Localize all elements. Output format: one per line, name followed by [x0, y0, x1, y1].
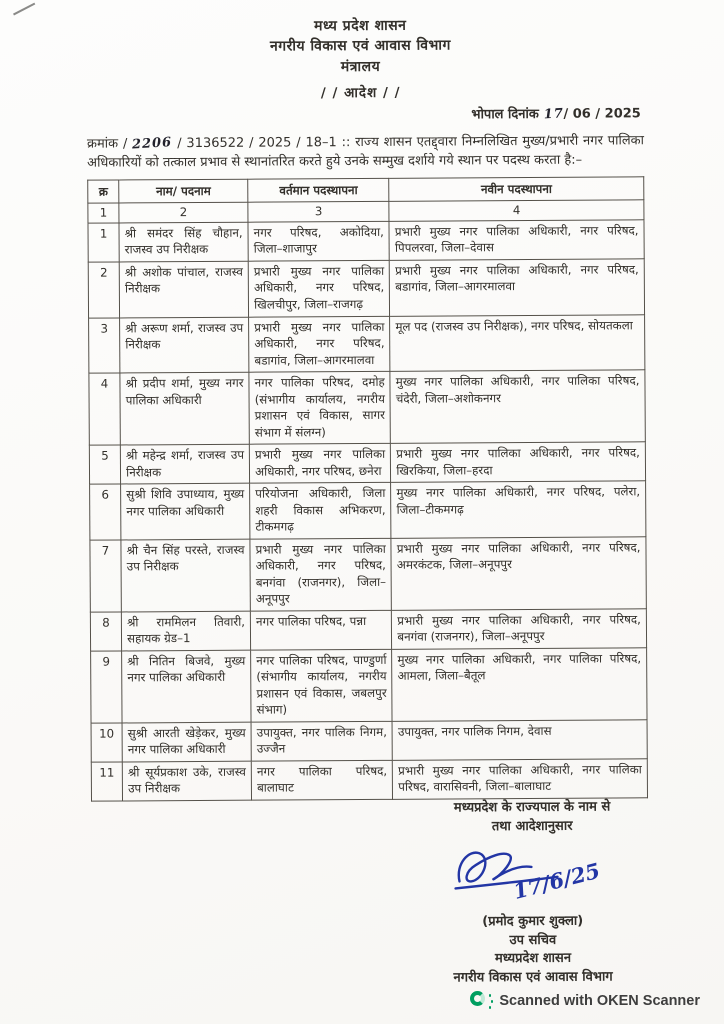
- table-cell: 10: [91, 723, 122, 762]
- signatory-government: मध्यप्रदेश शासन: [494, 951, 572, 967]
- table-cell: उपायुक्त, नगर पालिक निगम, देवास: [392, 720, 647, 761]
- signature-date-text: 17/6/25: [510, 857, 603, 904]
- scanner-watermark-bar: [470, 991, 700, 1010]
- table-cell: 4: [89, 373, 121, 445]
- table-cell: श्री प्रदीप शर्मा, मुख्य नगर पालिका अधिकारी: [120, 372, 249, 445]
- table-row: [89, 370, 645, 445]
- oken-scanner-icon: [470, 991, 489, 1010]
- signatory-department: नगरीय विकास एवं आवास विभाग: [453, 969, 613, 986]
- table-cell: श्री सूर्यप्रकाश उके, राजस्व उप निरीक्षक: [122, 761, 251, 801]
- table-cell: प्रभारी मुख्य नगर पालिका अधिकारी, नगर परिषद, पिपलरवा, जिला–देवास: [389, 220, 644, 261]
- table-cell: प्रभारी मुख्य नगर पालिका अधिकारी, नगर परिषद, खिलचीपुर, जिला–राजगढ़: [248, 260, 390, 316]
- order-intro-paragraph: [87, 131, 644, 173]
- table-row: [91, 720, 647, 762]
- table-cell: 2: [88, 262, 119, 318]
- table-row: [89, 314, 645, 373]
- table-cell: श्री अशोक पांचाल, राजस्व निरीक्षक: [119, 261, 248, 317]
- table-cell: 8: [90, 612, 121, 651]
- table-cell: प्रभारी मुख्य नगर पालिका अधिकारी, नगर परिषद, बनगंवा (राजनगर), जिला–अनूपपुर: [392, 609, 647, 650]
- table-cell: श्री महेन्द्र शर्मा, राजस्व उप निरीक्षक: [120, 444, 249, 484]
- date-printed: / 06 / 2025: [563, 106, 641, 122]
- table-cell: मुख्य नगर पालिका अधिकारी, नगर पालिका परिषद, चंदेरी, जिला–अशोकनगर: [390, 370, 645, 444]
- authority-line-1: मध्यप्रदेश के राज्यपाल के नाम से: [453, 799, 611, 816]
- table-cell: प्रभारी मुख्य नगर पालिका अधिकारी, नगर पालिका परिषद, वारासिवनी, जिला–बालाघाट: [393, 759, 648, 800]
- place-date-line: [0, 103, 723, 125]
- table-cell: 11: [91, 762, 122, 801]
- col-number: 3: [248, 202, 389, 222]
- table-cell: नगर पालिका परिषद, बालाघाट: [251, 760, 392, 800]
- table-row: [91, 648, 647, 723]
- table-cell: उपायुक्त, नगर पालिक निगम, उज्जैन: [251, 721, 392, 761]
- ref-number-handwritten: 2206: [131, 135, 173, 153]
- signatory-name: (प्रमोद कुमार शुक्ला): [482, 913, 584, 929]
- order-title: / / आदेश / /: [320, 84, 401, 102]
- signature-block: [367, 798, 698, 989]
- table-header-row: [88, 177, 644, 204]
- table-cell: नगर पालिका परिषद, दमोह (संभागीय कार्यालय, नगरीय प्रशासन एवं विकास, सागर संभाग में संलग्न): [249, 371, 391, 444]
- table-cell: प्रभारी मुख्य नगर पालिका अधिकारी, नगर परिषद, खिरकिया, जिला–हरदा: [391, 442, 646, 483]
- table-row: [89, 442, 645, 484]
- table-cell: प्रभारी मुख्य नगर पालिका अधिकारी, नगर परिषद, बडागांव, जिला–आगरमालवा: [249, 316, 391, 372]
- table-row: [88, 259, 644, 318]
- header-department: नगरीय विकास एवं आवास विभाग: [269, 37, 451, 55]
- table-cell: प्रभारी मुख्य नगर पालिका अधिकारी, नगर परिषद, छनेरा: [249, 443, 390, 483]
- table-cell: 9: [91, 651, 123, 723]
- table-cell: मुख्य नगर पालिका अधिकारी, नगर पालिका परिषद, आमला, जिला–बैतूल: [392, 648, 647, 722]
- header-government: मध्य प्रदेश शासन: [314, 17, 407, 35]
- table-row: [91, 759, 647, 801]
- ref-text: / 3136522 / 2025 / 18–1 :: राज्य शासन एतद्द्वारा निम्नलिखित मुख्य/प्रभारी नगर पालिका अधिकारियों को तत्काल प्रभाव से स्थानांतरित करते हुये उनके सम्मुख दर्शाये गये स्थान पर पदस्थ करता है:–: [87, 133, 645, 172]
- signatory-designation: उप सचिव: [509, 932, 557, 948]
- table-cell: नगर पालिका परिषद, पन्ना: [250, 610, 391, 650]
- table-cell: 7: [90, 540, 122, 612]
- table-row: [90, 481, 646, 540]
- col-number: 4: [389, 200, 644, 221]
- handwritten-signature: [445, 840, 635, 913]
- authority-line-2: तथा आदेशानुसार: [491, 818, 573, 835]
- col-header-new-posting: नवीन पदस्थापना: [389, 177, 644, 202]
- table-cell: 5: [89, 445, 120, 484]
- table-row: [90, 609, 646, 651]
- table-cell: सुश्री शिवि उपाध्याय, मुख्य नगर पालिका अधिकारी: [121, 483, 250, 539]
- table-row: [88, 220, 644, 262]
- table-cell: मूल पद (राजस्व उप निरीक्षक), नगर परिषद, सोयतकला: [390, 314, 645, 371]
- table-body: [88, 220, 648, 801]
- date-value: [543, 106, 641, 123]
- table-cell: श्री राममिलन तिवारी, सहायक ग्रेड–1: [121, 611, 250, 651]
- table-cell: सुश्री आरती खेड़ेकर, मुख्य नगर पालिका अधिकारी: [122, 722, 251, 762]
- ref-label: क्रमांक /: [86, 136, 128, 152]
- table-cell: प्रभारी मुख्य नगर पालिका अधिकारी, नगर परिषद, बनगंवा (राजनगर), जिला–अनूपपुर: [250, 538, 392, 611]
- col-header-name: नाम/ पदनाम: [119, 179, 248, 203]
- signature-area: [367, 838, 697, 914]
- table-cell: 1: [88, 223, 119, 262]
- table-cell: श्री नितिन बिजवे, मुख्य नगर पालिका अधिकारी: [122, 650, 251, 723]
- transfer-order-table: [87, 176, 648, 801]
- table-cell: प्रभारी मुख्य नगर पालिका अधिकारी, नगर परिषद, बडागांव, जिला–आगरमालवा: [390, 259, 645, 316]
- table-cell: नगर पालिका परिषद, पाण्डुर्णा (संभागीय कार्यालय, नगरीय प्रशासन एवं विकास, जबलपुर संभाग): [251, 649, 393, 722]
- table-cell: नगर परिषद, अकोदिया, जिला–शाजापुर: [248, 221, 389, 261]
- document-header: [0, 0, 723, 103]
- table-cell: 6: [90, 484, 121, 540]
- table-cell: प्रभारी मुख्य नगर पालिका अधिकारी, नगर परिषद, अमरकंटक, जिला–अनूपपुर: [391, 536, 646, 610]
- col-number: 2: [119, 203, 248, 223]
- table-cell: परियोजना अधिकारी, जिला शहरी विकास अभिकरण, टीकमगढ़: [250, 482, 392, 538]
- date-handwritten: 17: [542, 106, 564, 123]
- header-ministry: मंत्रालय: [340, 58, 381, 75]
- table-cell: श्री समंदर सिंह चौहान, राजस्व उप निरीक्षक: [119, 222, 248, 262]
- col-number: 1: [88, 203, 119, 223]
- table-cell: श्री अरूण शर्मा, राजस्व उप निरीक्षक: [120, 317, 249, 373]
- table-row: [90, 536, 646, 611]
- table-cell: श्री चैन सिंह परस्ते, राजस्व उप निरीक्षक: [121, 539, 250, 612]
- table-cell: मुख्य नगर पालिका अधिकारी, नगर परिषद, पलेरा, जिला–टीकमगढ़: [391, 481, 646, 538]
- scanner-watermark-label: Scanned with OKEN Scanner: [499, 992, 700, 1009]
- table-cell: 3: [89, 317, 120, 373]
- col-header-sn: क्र: [88, 180, 119, 204]
- place-date-label: भोपाल दिनांक: [471, 106, 539, 123]
- col-header-current-posting: वर्तमान पदस्थापना: [248, 178, 389, 202]
